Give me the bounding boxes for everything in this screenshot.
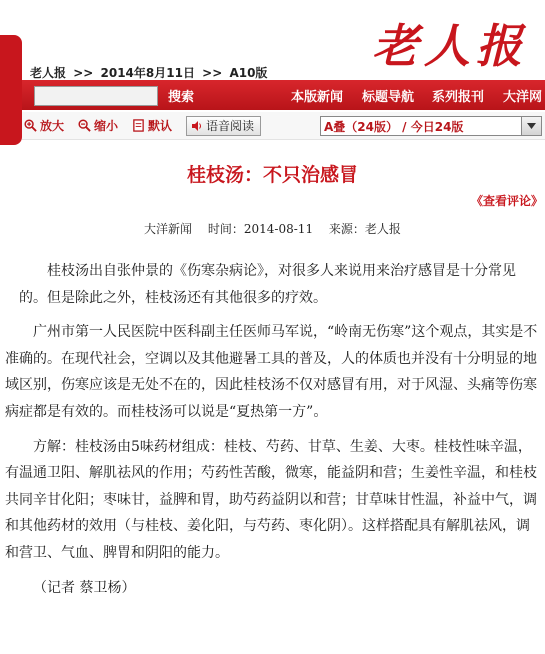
breadcrumb-separator: >> <box>73 66 94 80</box>
nav-link-page-news[interactable]: 本版新闻 <box>291 90 344 105</box>
document-icon <box>132 119 145 132</box>
search-input[interactable] <box>34 86 158 106</box>
article-meta <box>0 220 545 237</box>
voice-read-button[interactable] <box>186 116 261 136</box>
zoom-in-icon <box>24 119 37 132</box>
chevron-down-icon[interactable] <box>521 117 541 135</box>
article-source: 来源：老人报 <box>328 222 401 236</box>
nav-link-series[interactable]: 系列报刊 <box>432 90 485 105</box>
article-paragraph: 方解：桂枝汤由5味药材组成：桂枝、芍药、甘草、生姜、大枣。桂枝性味辛温，有温通卫阳、解肌祛风的作用；芍药性苦酸，微寒，能益阴和营；生姜性辛温，和桂枝共同辛甘化阳；枣味甘，益脾和胃，助芍药益阴以和营；甘草味甘性温，补益中气，调和其他药材的效用（与桂枝、姜化阳，与芍药、枣化阴）。这样搭配具有解肌祛风，调和营卫、气血、脾胃和阴阳的能力。 <box>5 438 537 561</box>
voice-read-label: 语音阅读 <box>206 119 255 133</box>
zoom-out-icon <box>78 119 91 132</box>
nav-link-dayoo[interactable]: 大洋网 <box>503 90 543 105</box>
zoom-in-button[interactable] <box>24 117 64 134</box>
default-size-button[interactable] <box>132 117 172 134</box>
zoom-out-label: 缩小 <box>94 119 119 133</box>
zoom-in-label: 放大 <box>40 119 65 133</box>
default-size-label: 默认 <box>148 119 173 133</box>
article-time: 时间：2014-08-11 <box>207 222 314 236</box>
edition-select[interactable] <box>320 116 542 136</box>
article-paragraph: 广州市第一人民医院中医科副主任医师马军说，“岭南无伤寒”这个观点，其实是不准确的。在现代社会，空调以及其他避暑工具的普及，人的体质也并没有十分明显的地域区别，伤寒应该是无处不在的，因此桂枝汤不仅对感冒有用，对于风湿、头痛等伤寒病症都是有效的。而桂枝汤可以说是“夏热第一方”。 <box>5 324 538 420</box>
breadcrumb-separator: >> <box>202 66 223 80</box>
breadcrumb-page[interactable]: A10版 <box>229 66 268 80</box>
left-red-tab <box>0 35 22 145</box>
breadcrumb <box>30 64 270 81</box>
article-source-site: 大洋新闻 <box>144 222 193 236</box>
top-navbar <box>22 80 545 110</box>
nav-link-title-nav[interactable]: 标题导航 <box>362 90 415 105</box>
breadcrumb-paper[interactable]: 老人报 <box>30 66 67 80</box>
zoom-out-button[interactable] <box>78 117 118 134</box>
newspaper-logo: 老人报 <box>372 19 528 73</box>
edition-select-value: A叠（24版） / 今日24版 <box>324 120 464 134</box>
search-button[interactable]: 搜索 <box>168 90 195 105</box>
speaker-icon <box>191 120 203 132</box>
breadcrumb-date[interactable]: 2014年8月11日 <box>100 66 195 80</box>
article-reporter: （记者 蔡卫杨） <box>33 579 136 596</box>
article-body <box>5 258 540 609</box>
article-paragraph: 桂枝汤出自张仲景的《伤寒杂病论》，对很多人来说用来治疗感冒是十分常见的。但是除此之外，桂枝汤还有其他很多的疗效。 <box>19 263 516 306</box>
view-comments-link[interactable]: 《查看评论》 <box>470 194 543 208</box>
article-toolbar <box>22 112 545 140</box>
article-title: 桂枝汤：不只治感冒 <box>186 164 358 186</box>
